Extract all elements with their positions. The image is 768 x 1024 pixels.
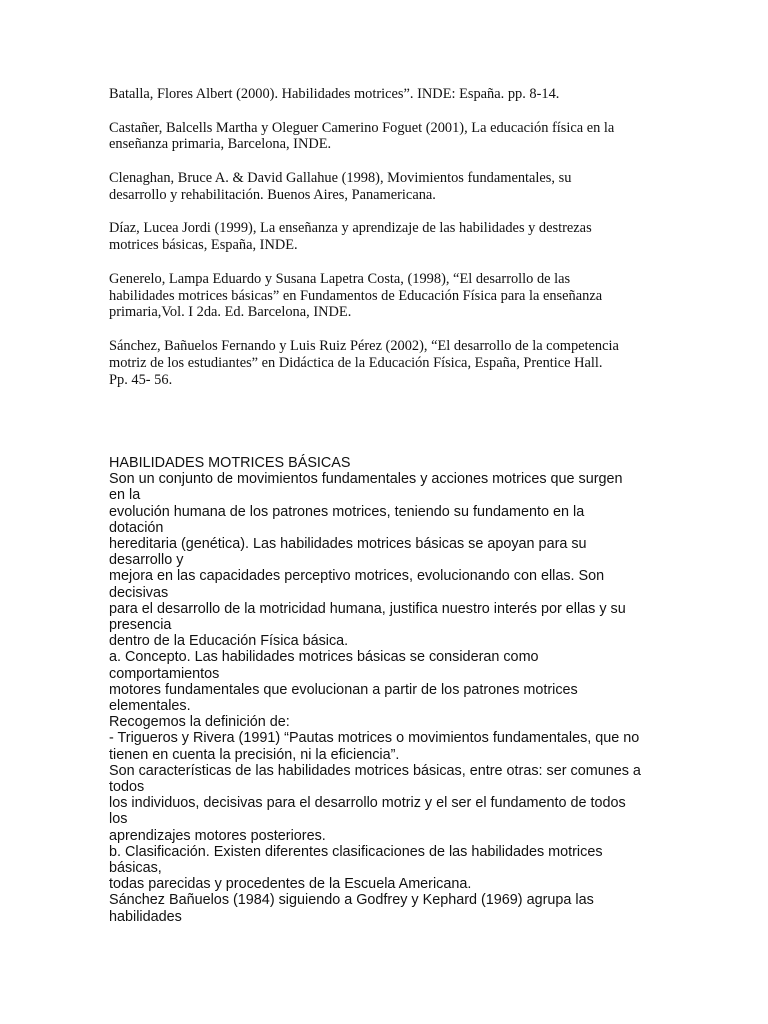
reference-entry (109, 220, 669, 254)
body-line: todas parecidas y procedentes de la Escuela Americana. (109, 876, 472, 893)
reference-line: Díaz, Lucea Jordi (1999), La enseñanza y aprendizaje de las habilidades y destrezas (109, 220, 592, 237)
body-line: comportamientos (109, 665, 220, 682)
references-list (109, 86, 669, 405)
body-line: desarrollo y (109, 552, 184, 569)
reference-line: habilidades motrices básicas” en Fundamentos de Educación Física para la enseñanza (109, 287, 603, 304)
body-line: los (109, 811, 128, 828)
body-line: Son un conjunto de movimientos fundamentales y acciones motrices que surgen (109, 471, 623, 488)
reference-entry (109, 170, 669, 204)
body-line: básicas, (109, 860, 162, 877)
reference-line: primaria,Vol. I 2da. Ed. Barcelona, INDE. (109, 304, 352, 321)
body-line: hereditaria (genética). Las habilidades motrices básicas se apoyan para su (109, 536, 587, 553)
body-line: presencia (109, 617, 172, 634)
body-line: elementales. (109, 698, 191, 715)
reference-line: Pp. 45- 56. (109, 371, 173, 388)
body-line: Sánchez Bañuelos (1984) siguiendo a Godfrey y Kephard (1969) agrupa las (109, 892, 594, 909)
reference-line: desarrollo y rehabilitación. Buenos Aires, Panamericana. (109, 186, 436, 203)
body-text (109, 455, 669, 925)
reference-line: Castañer, Balcells Martha y Oleguer Camerino Foguet (2001), La educación física en la (109, 119, 615, 136)
reference-line: Sánchez, Bañuelos Fernando y Luis Ruiz Pérez (2002), “El desarrollo de la competencia (109, 337, 619, 354)
reference-line: Clenaghan, Bruce A. & David Gallahue (1998), Movimientos fundamentales, su (109, 169, 572, 186)
reference-entry (109, 338, 669, 388)
body-line: para el desarrollo de la motricidad humana, justifica nuestro interés por ellas y su (109, 600, 626, 617)
body-line: - Trigueros y Rivera (1991) “Pautas motrices o movimientos fundamentales, que no (109, 730, 640, 747)
body-line: a. Concepto. Las habilidades motrices básicas se consideran como (109, 649, 539, 666)
body-line: tienen en cuenta la precisión, ni la eficiencia”. (109, 746, 400, 763)
body-line: evolución humana de los patrones motrices, teniendo su fundamento en la (109, 503, 585, 520)
body-line: b. Clasificación. Existen diferentes clasificaciones de las habilidades motrices (109, 843, 603, 860)
body-line: mejora en las capacidades perceptivo motrices, evolucionando con ellas. Son (109, 568, 605, 585)
body-line: dentro de la Educación Física básica. (109, 633, 349, 650)
body-line: Son características de las habilidades motrices básicas, entre otras: ser comunes a (109, 762, 641, 779)
body-line: dotación (109, 519, 164, 536)
reference-line: motrices básicas, España, INDE. (109, 237, 298, 254)
reference-entry (109, 86, 669, 103)
reference-line: motriz de los estudiantes” en Didáctica de la Educación Física, España, Prentice Hall. (109, 354, 603, 371)
reference-line: Batalla, Flores Albert (2000). Habilidades motrices”. INDE: España. pp. 8-14. (109, 86, 560, 102)
body-line: Recogemos la definición de: (109, 714, 290, 731)
reference-line: Generelo, Lampa Eduardo y Susana Lapetra Costa, (1998), “El desarrollo de las (109, 270, 571, 287)
body-line: aprendizajes motores posteriores. (109, 827, 326, 844)
body-line: decisivas (109, 584, 169, 601)
body-line: motores fundamentales que evolucionan a partir de los patrones motrices (109, 681, 578, 698)
body-line: en la (109, 487, 141, 504)
body-line: habilidades (109, 908, 182, 925)
body-line: los individuos, decisivas para el desarrollo motriz y el ser el fundamento de todos (109, 795, 626, 812)
reference-entry (109, 271, 669, 321)
body-line: todos (109, 779, 145, 796)
reference-line: enseñanza primaria, Barcelona, INDE. (109, 136, 332, 153)
reference-entry (109, 120, 669, 154)
section-heading: HABILIDADES MOTRICES BÁSICAS (109, 455, 351, 471)
